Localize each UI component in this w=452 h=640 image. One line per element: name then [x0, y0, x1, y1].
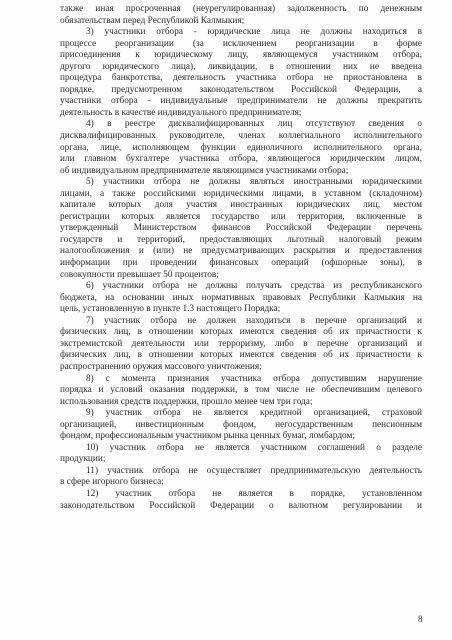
text-line: обязательствам перед Республикой Калмыкия;	[60, 15, 245, 26]
text-line: утвержденный Министерством финансов Российской Федерации перечень	[60, 223, 422, 234]
text-line: государств и территорий, предоставляющих льготный налоговый режим	[60, 234, 422, 245]
text-line: законодательством Российской Федерации о валютном регулировании и	[60, 500, 422, 511]
text-line: распространению оружия массового уничтожения;	[60, 361, 262, 372]
text-line: 4) в реестре дисквалифицированных лиц отсутствуют сведения о	[86, 119, 422, 130]
text-line: об индивидуальном предпринимателе являющимся участниками отбора;	[60, 165, 349, 176]
text-line: другого юридического лица), ликвидации, в отношении них не введена	[60, 61, 422, 72]
text-line: 12) участник отбора не является в порядке, установленном	[86, 488, 422, 499]
text-line: физических лиц, в отношении которых имеются сведения об их причастности к	[60, 327, 422, 338]
text-line: информации при проведении финансовых операций (офшорные зоны), в	[60, 258, 422, 269]
text-line: продукции;	[60, 454, 106, 465]
text-line: или главном бухгалтере участника отбора, являющегося юридическим лицом,	[60, 154, 422, 165]
document-body	[60, 4, 422, 512]
page-number: 8	[418, 614, 423, 624]
text-line: лицами, а также российскими юридическими лицами, в уставном (складочном)	[60, 188, 422, 199]
text-line: 3) участники отбора - юридические лица не должны находиться в	[86, 27, 422, 38]
text-line: регистрации которых является государство или территория, включенные в	[60, 211, 422, 222]
text-line: физических лиц, в отношении которых имеются сведения об их причастности к	[60, 350, 422, 361]
text-line: 11) участник отбора не осуществляет предпринимательскую деятельность	[86, 465, 422, 476]
text-line: экстремистской деятельности или терроризму, либо в перечне организаций и	[60, 338, 422, 349]
text-line: бюджета, на основании иных нормативных правовых Республики Калмыкия на	[60, 292, 422, 303]
text-line: использования средств поддержки, прошло менее чем три года;	[60, 396, 313, 407]
text-line: органа, лице, исполняющем функции единоличного исполнительного органа,	[60, 142, 422, 153]
text-line: дисквалифицированных руководителе, членах коллегиального исполнительного	[60, 131, 422, 142]
text-line: 8) с момента признания участника отбора допустившим нарушение	[86, 373, 422, 384]
text-line: в сфере игорного бизнеса;	[60, 477, 164, 488]
text-line: 9) участник отбора не является кредитной организацией, страховой	[86, 408, 422, 419]
text-line: процедура банкротства, деятельность участника отбора не приостановлена в	[60, 73, 422, 84]
text-line: участники отбора - индивидуальные предприниматели не должны прекратить	[60, 96, 422, 107]
text-line: также иная просроченная (неурегулированная) задолженность по денежным	[60, 4, 422, 14]
text-line: порядке, предусмотренном законодательством Российской Федерации, а	[60, 84, 422, 95]
text-line: 6) участники отбора не должны получать средства из республиканского	[86, 281, 422, 292]
text-line: фондом, профессиональным участником рынка ценных бумаг, ломбардом;	[60, 431, 355, 442]
text-line: совокупности превышает 50 процентов;	[60, 269, 219, 280]
text-line: организацией, инвестиционным фондом, негосударственным пенсионным	[60, 419, 422, 430]
text-line: деятельность в качестве индивидуального предпринимателя;	[60, 107, 302, 118]
text-line: 5) участники отбора не должны являться иностранными юридическими	[86, 177, 422, 188]
text-line: 10) участник отбора не является участником соглашений о разделе	[86, 442, 422, 453]
text-line: капитале которых доля участия иностранных юридических лиц, местом	[60, 200, 422, 211]
text-line: 7) участник отбора не должен находиться в перечне организаций и	[86, 315, 422, 326]
text-line: процессе реорганизации (за исключением реорганизации в форме	[60, 38, 422, 49]
text-line: налогообложения и (или) не предусматривающих раскрытия и предоставления	[60, 246, 422, 257]
text-line: порядка и условий оказания поддержки, в том числе не обеспечившим целевого	[60, 385, 422, 396]
text-line: цель, установленную в пункте 1.3 настоящего Порядка;	[60, 304, 281, 315]
text-line: присоединения к юридическому лицу, являющемуся участником отбора,	[60, 50, 422, 61]
